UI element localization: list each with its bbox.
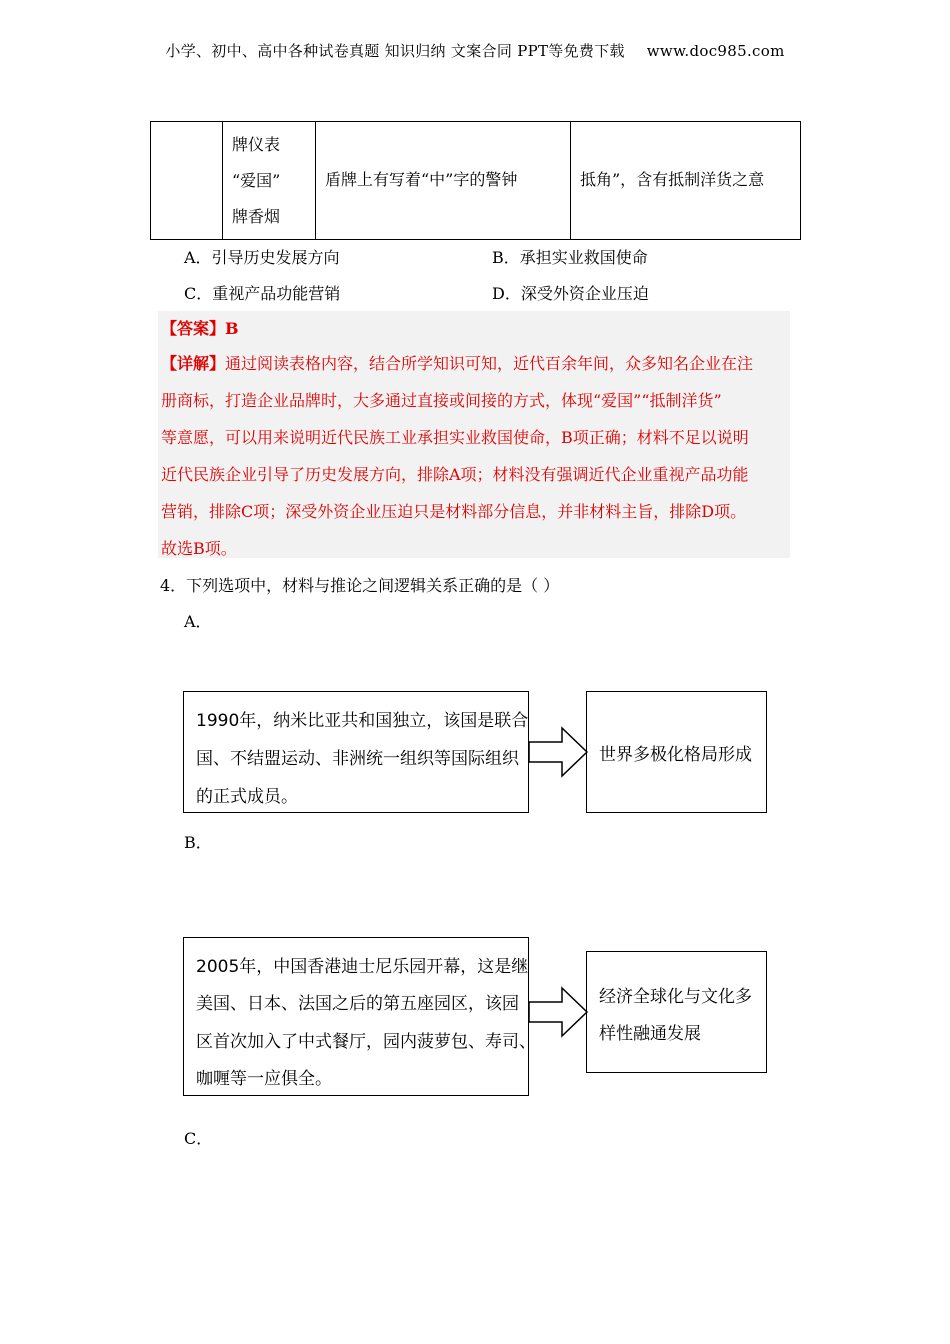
option-d: D．深受外资企业压迫	[492, 284, 649, 303]
option-label-b: B．	[184, 833, 212, 852]
arrow-right-icon	[528, 726, 590, 778]
detail-line: 故选B项。	[161, 539, 237, 558]
conclusion-box-b	[586, 951, 767, 1073]
option-label-c: C．	[184, 1129, 213, 1148]
option-label-a: A．	[184, 612, 212, 631]
table-cell-brand	[223, 122, 316, 239]
option-a: A．引导历史发展方向	[184, 248, 340, 267]
material-box-a	[183, 691, 529, 813]
table-cell-design	[316, 122, 571, 239]
material-line: 美国、日本、法国之后的第五座园区，该园	[196, 994, 519, 1014]
conclusion-text: 样性融通发展	[599, 1024, 701, 1044]
option-c: C．重视产品功能营销	[184, 284, 341, 303]
option-b: B．承担实业救国使命	[492, 248, 648, 267]
answer-tag: 【答案】	[161, 319, 226, 338]
material-box-b	[183, 937, 536, 1096]
conclusion-box-a	[586, 691, 767, 813]
brand-line: 牌香烟	[232, 207, 281, 226]
table-cell-meaning	[571, 122, 799, 239]
brand-line: 牌仪表	[232, 135, 281, 154]
brand-line: “爱国”	[232, 171, 281, 190]
table-cell-empty	[151, 122, 223, 239]
detail-line: 等意愿，可以用来说明近代民族工业承担实业救国使命，B项正确；材料不足以说明	[161, 428, 749, 447]
conclusion-text: 世界多极化格局形成	[599, 745, 752, 765]
header-site: www.doc985.com	[646, 42, 785, 60]
conclusion-text: 经济全球化与文化多	[599, 987, 752, 1007]
detail-tag: 【详解】	[161, 354, 226, 373]
answer-block	[158, 311, 790, 558]
page-header	[0, 40, 950, 61]
material-line: 2005年，中国香港迪士尼乐园开幕，这是继	[196, 957, 529, 977]
detail-line: 近代民族企业引导了历史发展方向，排除A项；材料没有强调近代企业重视产品功能	[161, 465, 749, 484]
question-4-stem: 4．下列选项中，材料与推论之间逻辑关系正确的是（ ）	[160, 576, 560, 595]
answer-value: B	[225, 319, 239, 338]
material-line: 国、不结盟运动、非洲统一组织等国际组织	[196, 749, 519, 769]
detail-line: 册商标，打造企业品牌时，大多通过直接或间接的方式，体现“爱国”“抵制洋货”	[161, 391, 722, 410]
meaning-text: 抵角”，含有抵制洋货之意	[580, 170, 765, 189]
material-line: 的正式成员。	[196, 787, 298, 807]
material-line: 咖喱等一应俱全。	[196, 1069, 332, 1089]
material-line: 1990年，纳米比亚共和国独立，该国是联合	[196, 711, 529, 731]
detail-line	[161, 351, 753, 374]
material-line: 区首次加入了中式餐厅，园内菠萝包、寿司、	[196, 1032, 536, 1052]
detail-text: 通过阅读表格内容，结合所学知识可知，近代百余年间，众多知名企业在注	[225, 354, 754, 373]
brand-table-fragment	[150, 121, 801, 240]
design-text: 盾牌上有写着“中”字的警钟	[325, 170, 518, 189]
detail-line: 营销，排除C项；深受外资企业压迫只是材料部分信息，并非材料主旨，排除D项。	[161, 502, 747, 521]
answer-line	[161, 316, 239, 339]
header-text: 小学、初中、高中各种试卷真题 知识归纳 文案合同 PPT等免费下载	[165, 42, 625, 60]
arrow-right-icon	[528, 986, 590, 1038]
